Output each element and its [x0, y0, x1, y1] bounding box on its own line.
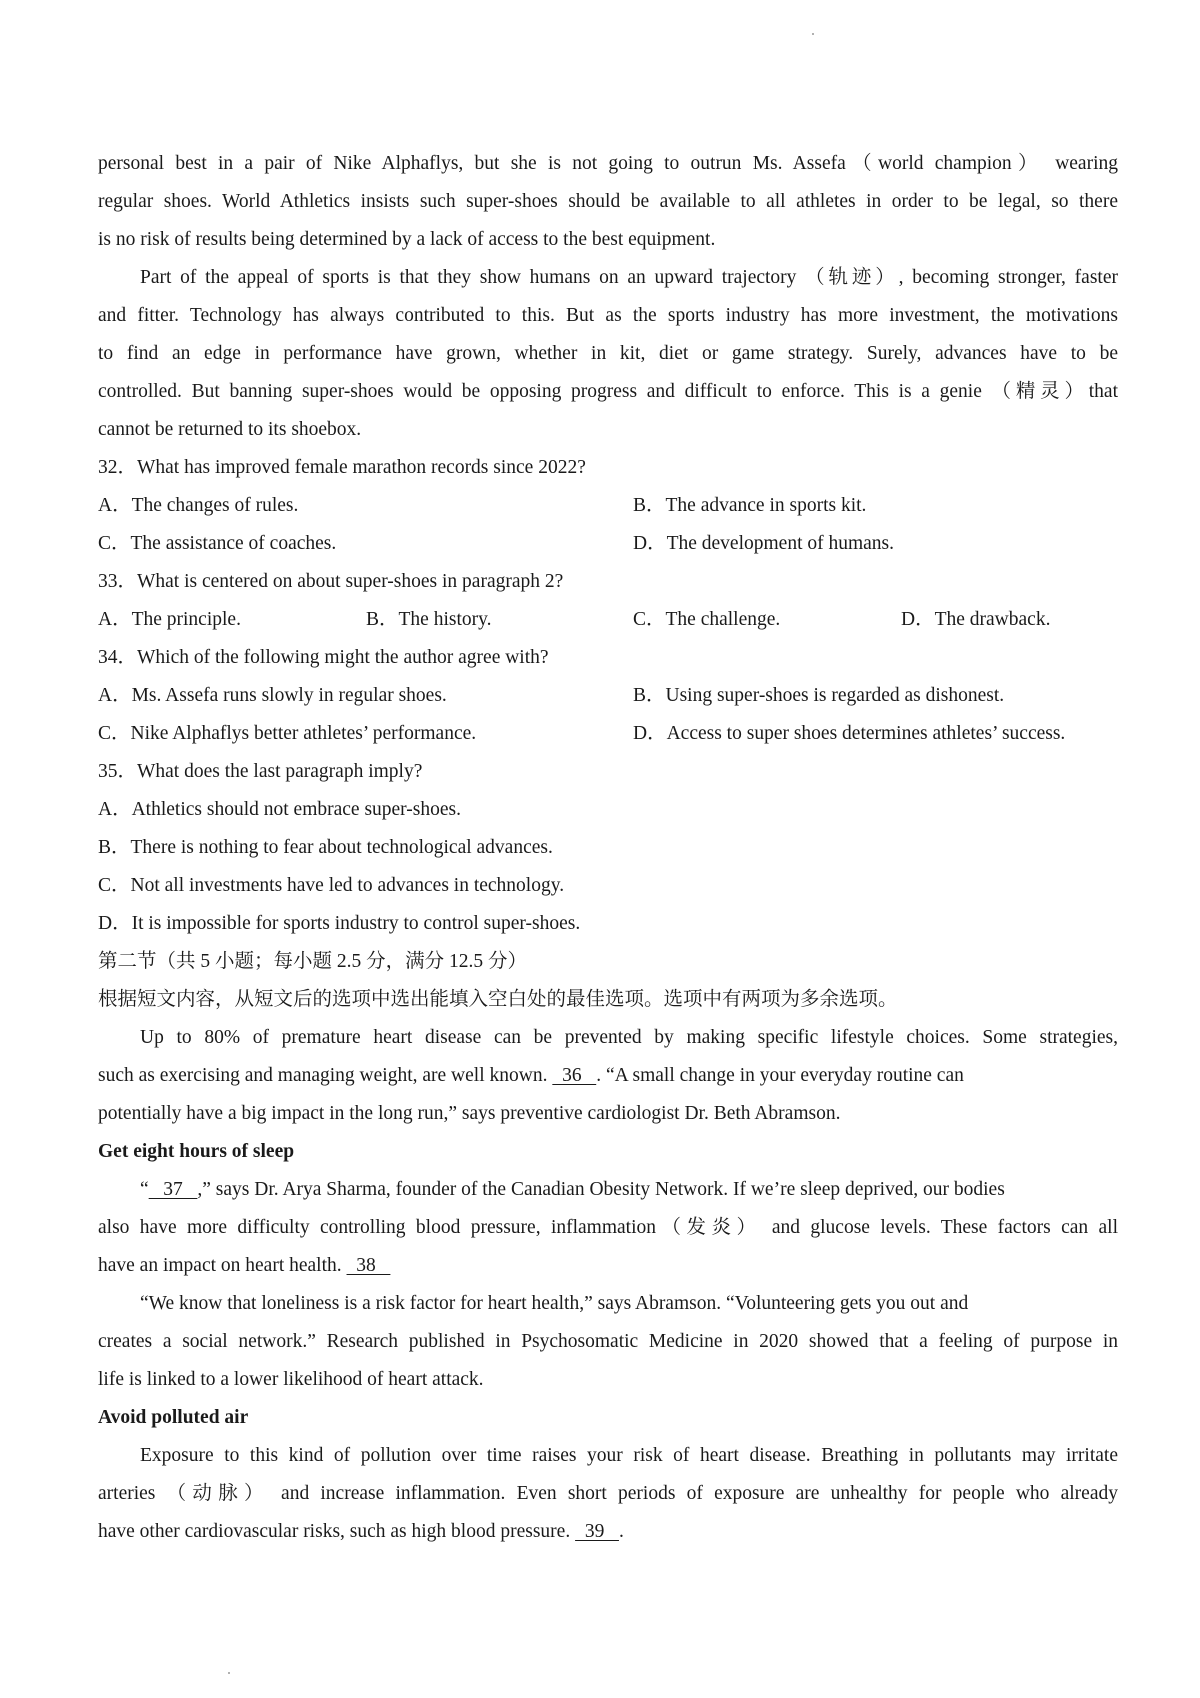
section-heading: 第二节（共 5 小题；每小题 2.5 分，满分 12.5 分）	[98, 951, 528, 972]
question-33	[98, 563, 1118, 639]
question-stem: 35．What does the last paragraph imply?	[98, 761, 423, 782]
subheading-sleep: Get eight hours of sleep	[98, 1141, 295, 1162]
option-b: B．Using super-shoes is regarded as dishonest.	[633, 685, 1005, 706]
text-segment: “	[140, 1179, 149, 1200]
text-line: also have more difficulty controlling blood pressure, inflammation（发炎） and glucose levels. These factors can all	[98, 1217, 1118, 1238]
text-line: potentially have a big impact in the long run,” says preventive cardiologist Dr. Beth Abramson.	[98, 1103, 841, 1124]
text-segment: such as exercising and managing weight, are well known.	[98, 1065, 553, 1086]
option-c: C．The challenge.	[633, 609, 781, 630]
text-line	[98, 1513, 1118, 1551]
option-d: D．The drawback.	[901, 609, 1051, 630]
question-stem: 32．What has improved female marathon records since 2022?	[98, 457, 586, 478]
option-c: C．Not all investments have led to advances in technology.	[98, 875, 565, 896]
question-stem: 34．Which of the following might the author agree with?	[98, 647, 549, 668]
text-line: and fitter. Technology has always contributed to this. But as the sports industry has more investment, the motivations	[98, 305, 1118, 326]
text-segment: have an impact on heart health.	[98, 1255, 347, 1276]
question-32	[98, 449, 1118, 563]
option-d: D．It is impossible for sports industry to control super-shoes.	[98, 913, 581, 934]
text-line: Up to 80% of premature heart disease can be prevented by making specific lifestyle choices. Some strategies,	[140, 1027, 1118, 1048]
option-a: A．Athletics should not embrace super-shoes.	[98, 799, 461, 820]
blank-37: 37	[148, 1179, 198, 1200]
blank-38: 38	[346, 1255, 391, 1276]
option-c: C．Nike Alphaflys better athletes’ performance.	[98, 723, 477, 744]
text-line: to find an edge in performance have grown, whether in kit, diet or game strategy. Surely, advances have to be	[98, 343, 1118, 364]
subheading-air: Avoid polluted air	[98, 1407, 249, 1428]
text-line	[98, 1057, 1118, 1095]
passage-d-paragraph-1	[98, 1019, 1118, 1133]
text-line: controlled. But banning super-shoes would be opposing progress and difficult to enforce. This is a genie （精灵）that	[98, 381, 1118, 402]
option-b: B．There is nothing to fear about technological advances.	[98, 837, 553, 858]
option-a: A．Ms. Assefa runs slowly in regular shoes.	[98, 685, 447, 706]
passage-d-paragraph-3	[98, 1285, 1118, 1399]
question-35	[98, 753, 1118, 943]
question-stem: 33．What is centered on about super-shoes in paragraph 2?	[98, 571, 564, 592]
passage-d-paragraph-4	[98, 1437, 1118, 1551]
option-c: C．The assistance of coaches.	[98, 533, 337, 554]
option-b: B．The advance in sports kit.	[633, 495, 867, 516]
option-a: A．The changes of rules.	[98, 495, 299, 516]
question-34	[98, 639, 1118, 753]
passage-c-last-paragraph	[98, 259, 1118, 449]
text-segment: have other cardiovascular risks, such as high blood pressure.	[98, 1521, 576, 1542]
text-line	[98, 1247, 1118, 1285]
scan-speck	[812, 33, 814, 35]
option-b: B．The history.	[366, 609, 492, 630]
text-line: creates a social network.” Research published in Psychosomatic Medicine in 2020 showed that a feeling of purpose in	[98, 1331, 1118, 1352]
text-line: is no risk of results being determined by a lack of access to the best equipment.	[98, 229, 716, 250]
exam-page	[98, 145, 1118, 1551]
text-line: personal best in a pair of Nike Alphaflys, but she is not going to outrun Ms. Assefa（world champion） wearing	[98, 153, 1118, 174]
text-segment: .	[618, 1521, 624, 1542]
text-line: arteries （动脉） and increase inflammation. Even short periods of exposure are unhealthy for people who already	[98, 1483, 1118, 1504]
text-line: regular shoes. World Athletics insists such super-shoes should be available to all athletes in order to be legal, so there	[98, 191, 1118, 212]
option-a: A．The principle.	[98, 609, 241, 630]
blank-39: 39	[575, 1521, 619, 1542]
scan-speck	[228, 1672, 230, 1674]
text-line: cannot be returned to its shoebox.	[98, 419, 362, 440]
text-line: life is linked to a lower likelihood of heart attack.	[98, 1369, 484, 1390]
text-segment: ,” says Dr. Arya Sharma, founder of the Canadian Obesity Network. If we’re sleep deprived, our bodies	[197, 1179, 1005, 1200]
option-d: D．The development of humans.	[633, 533, 895, 554]
text-line: Part of the appeal of sports is that they show humans on an upward trajectory （轨迹）, becoming stronger, faster	[140, 267, 1118, 288]
text-segment: . “A small change in your everyday routine can	[596, 1065, 964, 1086]
text-line: “We know that loneliness is a risk factor for heart health,” says Abramson. “Volunteering gets you out and	[140, 1293, 969, 1314]
passage-d-paragraph-2	[98, 1171, 1118, 1285]
option-d: D．Access to super shoes determines athletes’ success.	[633, 723, 1066, 744]
blank-36: 36	[552, 1065, 597, 1086]
text-line: Exposure to this kind of pollution over time raises your risk of heart disease. Breathing in pollutants may irritate	[140, 1445, 1118, 1466]
text-line	[98, 1171, 1118, 1209]
section-instruction: 根据短文内容，从短文后的选项中选出能填入空白处的最佳选项。选项中有两项为多余选项。	[98, 989, 898, 1010]
passage-c-paragraph-tail	[98, 145, 1118, 259]
